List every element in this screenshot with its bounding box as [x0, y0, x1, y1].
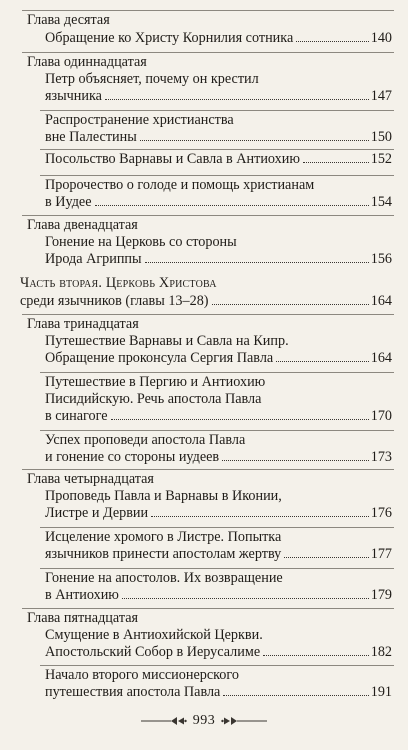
part-heading: среди язычников (главы 13–28)	[20, 293, 209, 309]
toc-entry-title: Петр объясняет, почему он крестил	[45, 71, 259, 87]
toc-entry	[45, 129, 392, 146]
separator-rule	[22, 10, 394, 11]
dot-leader	[212, 304, 369, 305]
separator-rule	[40, 527, 394, 528]
toc-page-number: 191	[370, 684, 392, 700]
chapter-heading: Глава десятая	[27, 12, 110, 28]
toc-entry	[45, 449, 392, 466]
toc-page-number: 173	[370, 449, 392, 465]
chapter-heading: Глава одиннадцатая	[27, 54, 147, 70]
toc-page-number: 176	[370, 505, 392, 521]
toc-entry	[45, 546, 392, 563]
toc-page-number: 150	[370, 129, 392, 145]
toc-entry-title: Гонение на апостолов. Их возвращение	[45, 570, 283, 586]
dot-leader	[95, 205, 369, 206]
toc-page-number: 147	[370, 88, 392, 104]
part-heading: Часть вторая. Церковь Христова	[20, 275, 217, 291]
toc-page-number: 177	[370, 546, 392, 562]
chapter-heading: Глава тринадцатая	[27, 316, 139, 332]
page-footer	[0, 712, 408, 729]
toc-entry-title: Путешествие Варнавы и Савла на Кипр.	[45, 333, 289, 349]
toc-entry-title: в синагоге	[45, 408, 108, 424]
toc-page-number: 179	[370, 587, 392, 603]
toc-entry-title: Обращение проконсула Сергия Павла	[45, 350, 274, 366]
toc-entry	[20, 293, 392, 310]
toc-entry-title: Обращение ко Христу Корнилия сотника	[45, 30, 294, 46]
toc-entry	[45, 30, 392, 47]
toc-page-number: 156	[370, 251, 392, 267]
toc-page-number: 164	[370, 350, 392, 366]
chapter-heading: Глава четырнадцатая	[27, 471, 154, 487]
toc-entry	[45, 505, 392, 522]
toc-page-number: 140	[370, 30, 392, 46]
separator-rule	[22, 52, 394, 53]
dot-leader	[222, 460, 369, 461]
dot-leader	[303, 162, 369, 163]
toc-entry	[45, 684, 392, 701]
toc-entry	[45, 251, 392, 268]
separator-rule	[40, 430, 394, 431]
toc-entry	[45, 88, 392, 105]
toc-entry-title: Путешествие в Пергию и Антиохию	[45, 374, 266, 390]
ornament-left-icon	[141, 716, 187, 726]
toc-page-number: 182	[370, 644, 392, 660]
toc-entry-title: Успех проповеди апостола Павла	[45, 432, 246, 448]
toc-entry	[45, 151, 392, 168]
toc-entry	[45, 587, 392, 604]
toc-entry-title: Исцеление хромого в Листре. Попытка	[45, 529, 282, 545]
dot-leader	[140, 140, 369, 141]
separator-rule	[22, 469, 394, 470]
toc-entry-title: Писидийскую. Речь апостола Павла	[45, 391, 262, 407]
toc-entry-title: Апостольский Собор в Иерусалиме	[45, 644, 261, 660]
toc-entry	[45, 350, 392, 367]
toc-entry-title: Смущение в Антиохийской Церкви.	[45, 627, 263, 643]
separator-rule	[40, 665, 394, 666]
toc-page-number: 152	[370, 151, 392, 167]
toc-page-number: 154	[370, 194, 392, 210]
separator-rule	[40, 110, 394, 111]
dot-leader	[111, 419, 369, 420]
toc-entry-title: вне Палестины	[45, 129, 137, 145]
toc-entry-title: путешествия апостола Павла	[45, 684, 221, 700]
dot-leader	[122, 598, 369, 599]
separator-rule	[40, 568, 394, 569]
toc-entry	[45, 194, 392, 211]
toc-entry-title: и гонение со стороны иудеев	[45, 449, 220, 465]
separator-rule	[40, 372, 394, 373]
dot-leader	[263, 655, 369, 656]
toc-entry	[45, 644, 392, 661]
dot-leader	[105, 99, 369, 100]
separator-rule	[40, 175, 394, 176]
separator-rule	[22, 314, 394, 315]
separator-rule	[22, 215, 394, 216]
dot-leader	[151, 516, 369, 517]
dot-leader	[223, 695, 368, 696]
toc-entry	[45, 408, 392, 425]
toc-entry-title: язычников принести апостолам жертву	[45, 546, 282, 562]
separator-rule	[22, 608, 394, 609]
dot-leader	[145, 262, 369, 263]
ornament-right-icon	[221, 716, 267, 726]
dot-leader	[296, 41, 368, 42]
toc-entry-title: Посольство Варнавы и Савла в Антиохию	[45, 151, 300, 167]
dot-leader	[284, 557, 368, 558]
toc-entry-title: в Иудее	[45, 194, 92, 210]
page-number: 993	[192, 713, 216, 728]
chapter-heading: Глава пятнадцатая	[27, 610, 139, 626]
separator-rule	[40, 149, 394, 150]
toc-page-number: 164	[370, 293, 392, 309]
toc-entry-title: Листре и Дервии	[45, 505, 149, 521]
dot-leader	[276, 361, 369, 362]
toc-page-number: 170	[370, 408, 392, 424]
toc-entry-title: Ирода Агриппы	[45, 251, 142, 267]
toc-entry-title: Пророчество о голоде и помощь христианам	[45, 177, 315, 193]
toc-entry-title: язычника	[45, 88, 102, 104]
toc-entry-title: Проповедь Павла и Варнавы в Иконии,	[45, 488, 282, 504]
toc-entry-title: Распространение христианства	[45, 112, 234, 128]
toc-entry-title: Гонение на Церковь со стороны	[45, 234, 237, 250]
toc-entry-title: в Антиохию	[45, 587, 119, 603]
toc-entry-title: Начало второго миссионерского	[45, 667, 239, 683]
chapter-heading: Глава двенадцатая	[27, 217, 138, 233]
